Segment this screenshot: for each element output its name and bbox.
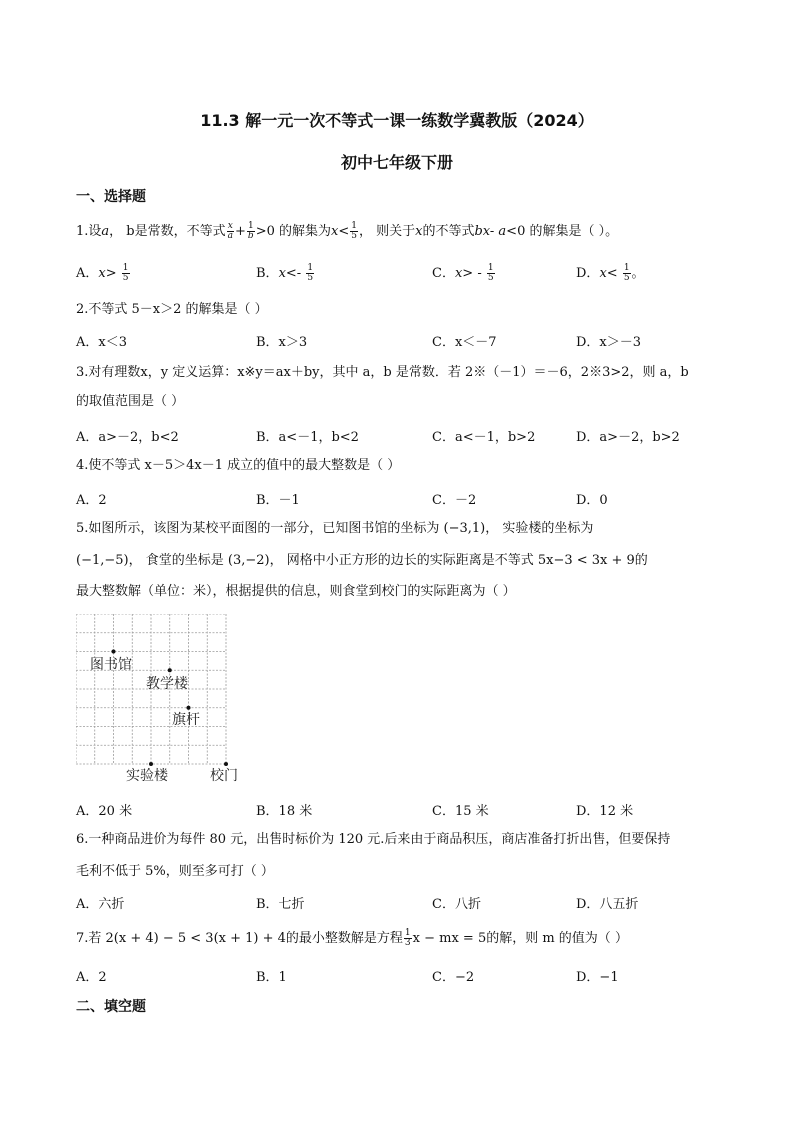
question-7 [76,923,726,954]
q7-fraction-1-over-3: $\frac{1}{3}$ [404,928,411,948]
q1-text-1: 1.设 [76,224,102,239]
q1-text-5: 的不等式 [422,224,475,239]
q7-option-d: D．−1 [576,970,619,985]
question-3-line-1: 3.对有理数x，y 定义运算：x※y＝ax＋by，其中 a，b 是常数．若 2※（－1）＝－6，2※3>2，则 a，b [76,365,689,380]
teaching-building-label: 教学楼 [146,676,188,692]
q1-option-d: D．x< $\frac{1}{5}$ 。 [576,263,645,283]
q2-option-a: A．x＜3 [76,335,127,350]
question-1 [76,216,726,247]
q1-option-b: B．x<- $\frac{1}{5}$ [256,263,314,283]
q3-option-b: B．a<－1，b<2 [256,430,359,445]
q1-var-a: a [101,224,110,239]
q3-option-c: C．a<－1，b>2 [432,430,536,445]
library-dot [112,650,116,654]
question-5-line-1: 5.如图所示，该图为某校平面图的一部分，已知图书馆的坐标为 (−3,1)， 实验楼的坐标为 [76,521,594,536]
q4-option-b: B．－1 [256,493,300,508]
q1-var-x2: x [415,224,423,239]
q7-option-c: C．−2 [432,970,475,985]
q6-option-b: B．七折 [256,897,305,912]
q6-options [76,893,726,915]
q3-options [76,426,726,448]
question-5-line-2: (−1,−5)， 食堂的坐标是 (3,−2)， 网格中小正方形的边长的实际距离是不等式 5x−3 < 3x + 9的 [76,553,648,568]
q1-fraction-1-over-5: $\frac{1}{5}$ [351,221,357,241]
flagpole-dot [187,706,191,710]
q2-option-c: C．x＜－7 [432,335,497,350]
question-6-line-2: 毛利不低于 5%，则至多可打（ ） [76,864,274,879]
q7-text-1: 7.若 2(x + 4) − 5 < 3(x + 1) + 4的最小整数解是方程 [76,931,403,946]
q4-option-a: A．2 [76,493,107,508]
q1-option-a: A．x> $\frac{1}{5}$ [76,263,129,283]
q6-option-a: A．六折 [76,897,125,912]
q1-text-2: ， b是常数，不等式 [109,224,226,239]
q6-option-d: D．八五折 [576,897,639,912]
campus-map-figure [76,614,276,786]
q1-expression: bx- a [474,224,507,239]
q2-option-b: B．x＞3 [256,335,308,350]
page-title: 11.3 解一元一次不等式一课一练数学冀教版（2024） [200,111,594,130]
section-heading-choice: 一、选择题 [76,189,146,205]
q7-option-b: B．1 [256,970,287,985]
q1-fraction-1-over-b: $\frac{1}{b}$ [247,221,254,241]
q4-options [76,489,726,511]
q4-option-c: C．－2 [432,493,477,508]
q7-options [76,966,726,988]
q1-plus: + [235,224,246,239]
school-gate-dot [224,762,228,766]
q5-option-a: A．20 米 [76,804,133,819]
teaching-building-dot [168,668,172,672]
q3-option-d: D．a>－2，b>2 [576,430,680,445]
q5-options [76,800,726,822]
q7-text-2: x − mx = 5的解，则 m 的值为（ ） [412,931,628,946]
q1-fraction-x-over-a: $\frac{x}{a}$ [227,221,234,241]
q7-option-a: A．2 [76,970,107,985]
q1-var-x: x [330,224,339,239]
lab-building-label: 实验楼 [126,768,168,784]
q1-option-c: C．x> - $\frac{1}{5}$ [432,263,494,283]
q2-options [76,331,726,353]
q2-option-d: D．x＞－3 [576,335,642,350]
question-6-line-1: 6.一种商品进价为每件 80 元，出售时标价为 120 元.后来由于商品积压，商店准备打折出售，但要保持 [76,832,671,847]
page-subtitle: 初中七年级下册 [340,153,453,172]
flagpole-label: 旗杆 [172,712,200,728]
library-label: 图书馆 [90,657,132,673]
question-3-line-2: 的取值范围是（ ） [76,394,185,409]
q1-text-3: >0 的解集为 [255,224,331,239]
school-gate-label: 校门 [210,768,238,784]
question-4: 4.使不等式 x－5＞4x－1 成立的值中的最大整数是（ ） [76,458,401,473]
lab-building-dot [149,762,153,766]
q1-text-4: ， 则关于 [358,224,416,239]
q4-option-d: D．0 [576,493,608,508]
q5-option-c: C．15 米 [432,804,489,819]
question-2: 2.不等式 5－x＞2 的解集是（ ） [76,302,268,317]
q3-option-a: A．a>－2，b<2 [76,430,179,445]
q5-option-b: B．18 米 [256,804,313,819]
section-heading-fill: 二、填空题 [76,999,146,1015]
q5-option-d: D．12 米 [576,804,634,819]
q6-option-c: C．八折 [432,897,481,912]
q1-options [76,262,726,284]
q1-less-than: < [338,224,350,239]
question-5-line-3: 最大整数解（单位：米），根据提供的信息，则食堂到校门的实际距离为（ ） [76,584,516,599]
q1-text-6: <0 的解集是（ ）。 [506,224,619,239]
